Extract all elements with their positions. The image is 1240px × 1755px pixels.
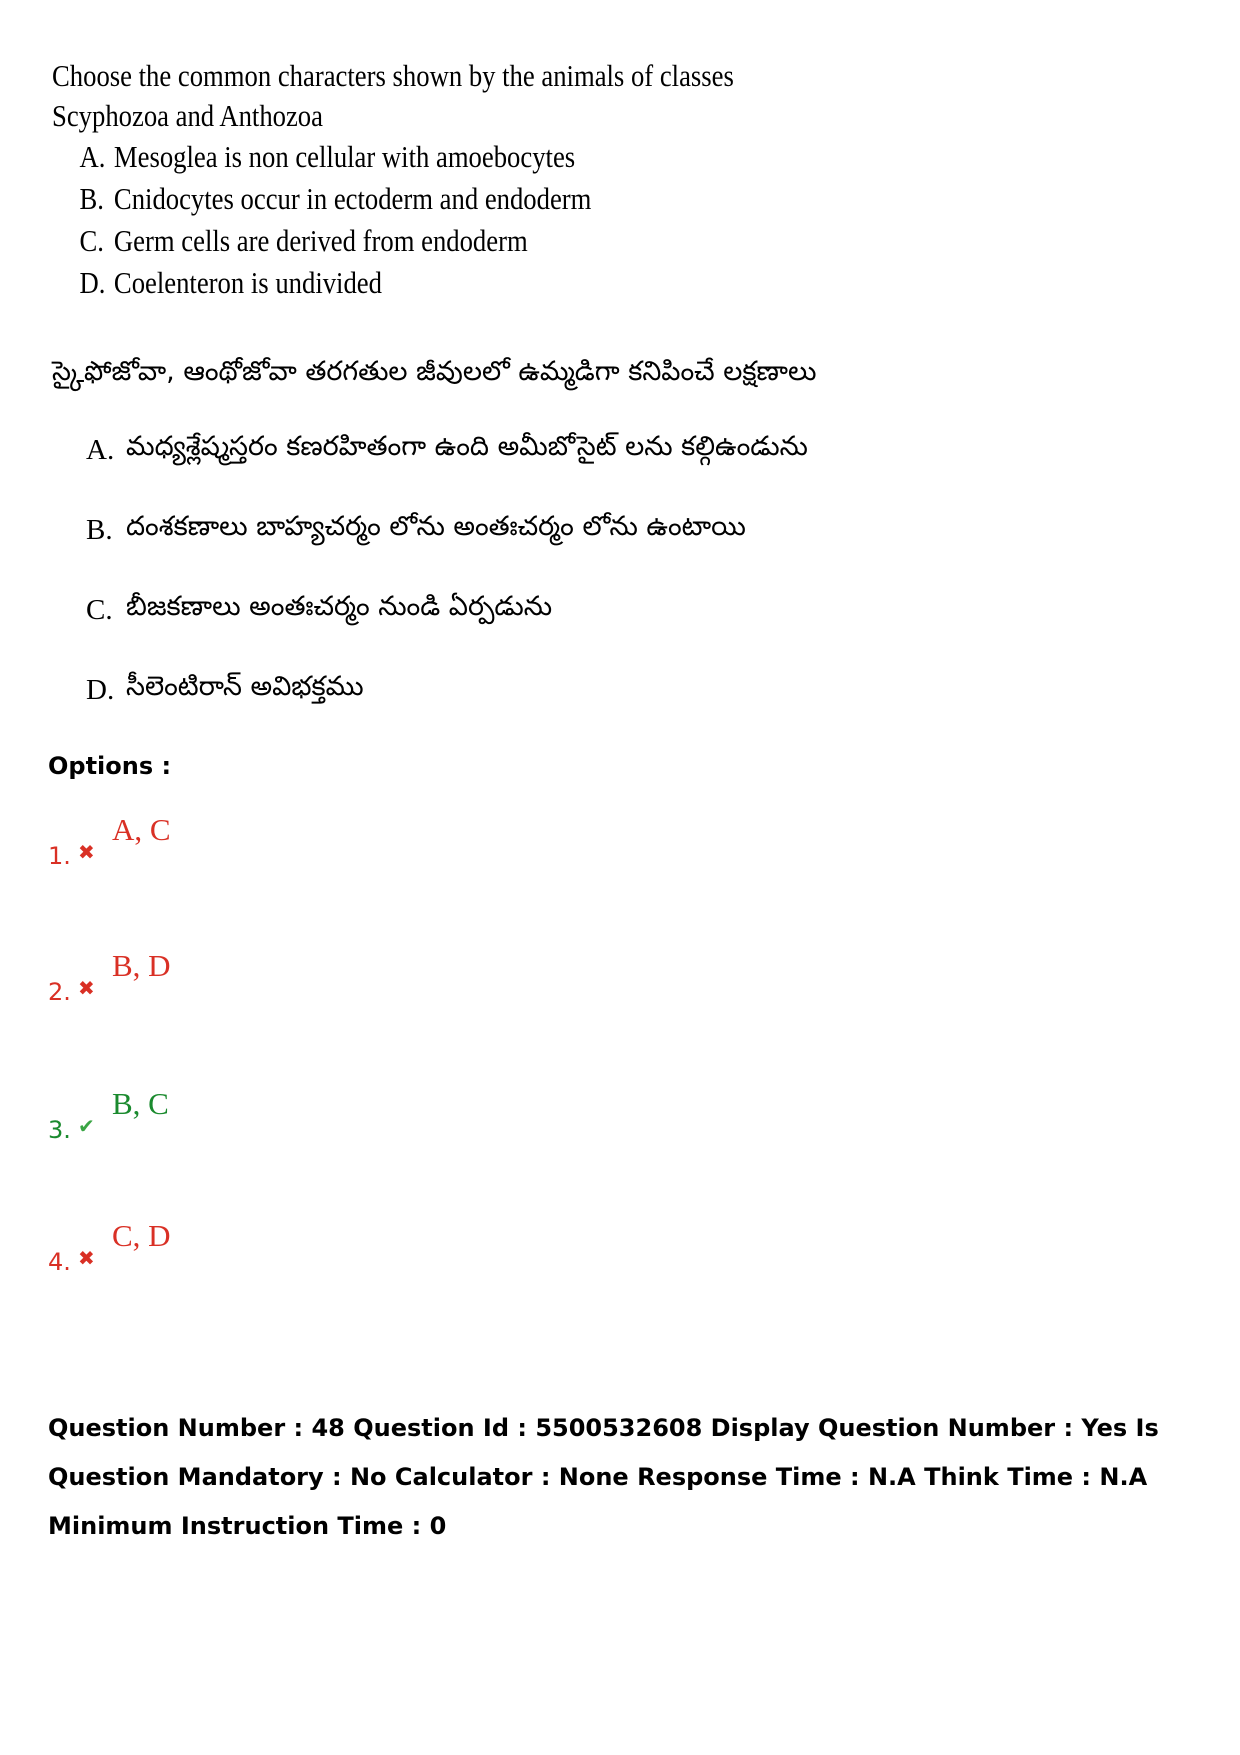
option-4 [48,1218,448,1278]
statement-item [80,262,826,304]
option-value: C, D [112,1218,171,1253]
question-metadata: Question Number : 48 Question Id : 5500532608 Display Question Number : Yes Is Question Mandatory : No Calculator : None Response Time : N.A Think Time : N.A Minimum Instruction Time : 0 [48,1414,1159,1540]
statement-item [86,410,952,490]
statement-letter: A. [86,433,115,466]
statement-item [86,490,952,570]
statement-text: దంశకణాలు బాహ్యచర్మం లోను అంతఃచర్మం లోను ఉంటాయి [126,511,746,542]
question-stem-telugu: స్కైఫోజోవా, ఆంథోజోవా తరగతుల జీవులలో ఉమ్మడిగా కనిపించే లక్షణాలు [52,356,817,387]
statement-letter: B. [86,513,113,546]
option-number: 2. [48,978,71,1006]
option-2 [48,948,448,1008]
options-label: Options : [48,752,172,780]
statement-item [86,650,952,730]
option-number: 4. [48,1248,71,1276]
option-3 [48,1086,448,1146]
question-english [52,56,826,304]
cross-icon: ✖ [78,1246,95,1270]
statement-item [86,570,952,650]
statement-list-telugu [52,410,952,730]
statement-text: Mesoglea is non cellular with amoebocytes [113,139,576,174]
question-telugu [52,352,952,730]
statement-text: సీలెంటిరాన్ అవిభక్తము [126,671,364,702]
option-1 [48,812,448,872]
check-icon: ✔ [78,1114,95,1138]
statement-letter: D. [79,265,106,300]
option-number: 1. [48,842,71,870]
statement-item [80,136,826,178]
cross-icon: ✖ [78,976,95,1000]
option-number: 3. [48,1116,71,1144]
option-value: A, C [112,812,171,847]
statement-text: Cnidocytes occur in ectoderm and endoderm [113,181,592,216]
statement-text: Germ cells are derived from endoderm [113,223,528,258]
statement-text: బీజకణాలు అంతఃచర్మం నుండి ఏర్పడును [126,591,553,622]
statement-item [80,178,826,220]
cross-icon: ✖ [78,840,95,864]
option-value: B, C [112,1086,169,1121]
statement-letter: B. [79,181,104,216]
statement-list-english [52,136,826,304]
option-value: B, D [112,948,171,983]
statement-text: Coelenteron is undivided [113,265,382,300]
question-stem-english: Choose the common characters shown by the animals of classes Scyphozoa and Anthozoa [52,58,734,133]
statement-text: మధ్యశ్లేష్మస్తరం కణరహితంగా ఉంది అమీబోసైట్ లను కల్గిఉండును [126,431,808,462]
statement-letter: C. [86,593,113,626]
statement-item [80,220,826,262]
statement-letter: C. [79,223,104,258]
statement-letter: A. [79,139,106,174]
statement-letter: D. [86,673,115,706]
